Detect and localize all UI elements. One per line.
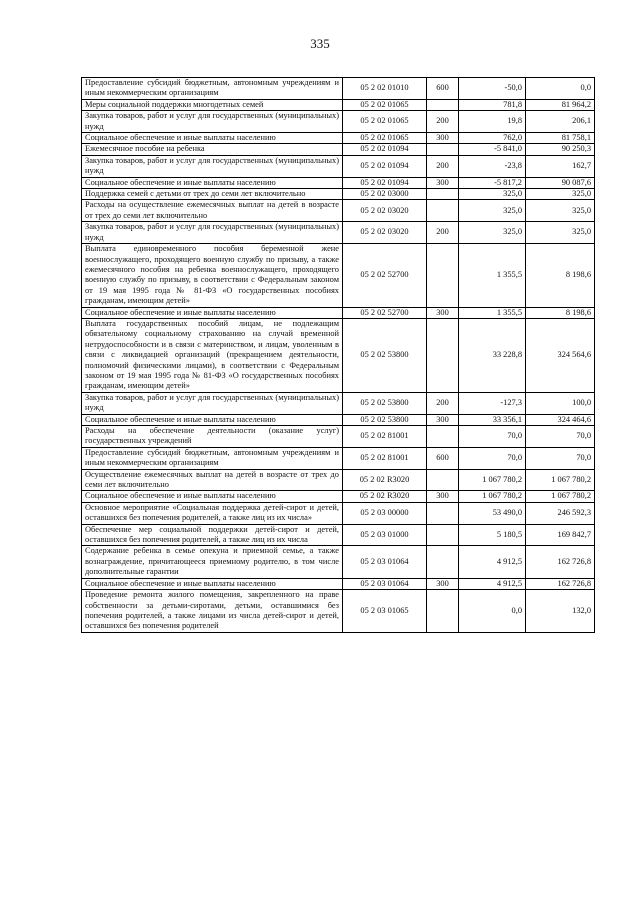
expense-name-cell: Социальное обеспечение и иные выплаты населению <box>82 414 343 425</box>
amount-change-cell: -5 817,2 <box>459 177 526 188</box>
amount-total-cell: 8 198,6 <box>526 307 595 318</box>
amount-total-cell: 169 842,7 <box>526 524 595 546</box>
target-code-cell: 05 2 02 52700 <box>343 244 427 307</box>
table-row <box>82 177 595 188</box>
table-row <box>82 469 595 491</box>
amount-change-cell: 1 355,5 <box>459 244 526 307</box>
target-code-cell: 05 2 02 52700 <box>343 307 427 318</box>
amount-total-cell: 162 726,8 <box>526 546 595 578</box>
table-row <box>82 99 595 110</box>
amount-change-cell: 4 912,5 <box>459 578 526 589</box>
target-code-cell: 05 2 02 03020 <box>343 222 427 244</box>
expense-type-cell <box>427 189 459 200</box>
amount-change-cell: -127,3 <box>459 392 526 414</box>
amount-change-cell: 325,0 <box>459 200 526 222</box>
target-code-cell: 05 2 02 03000 <box>343 189 427 200</box>
amount-change-cell: 70,0 <box>459 426 526 448</box>
expense-name-cell: Обеспечение мер социальной поддержки детей-сирот и детей, оставшихся без попечения родителей, а также лиц из их числа <box>82 524 343 546</box>
expense-name-cell: Поддержка семей с детьми от трех до семи лет включительно <box>82 189 343 200</box>
expense-name-cell: Социальное обеспечение и иные выплаты населению <box>82 307 343 318</box>
amount-total-cell: 1 067 780,2 <box>526 491 595 502</box>
table-row <box>82 414 595 425</box>
target-code-cell: 05 2 02 01065 <box>343 99 427 110</box>
amount-change-cell: 325,0 <box>459 189 526 200</box>
amount-total-cell: 100,0 <box>526 392 595 414</box>
table-row <box>82 546 595 578</box>
target-code-cell: 05 2 03 01064 <box>343 546 427 578</box>
target-code-cell: 05 2 02 81001 <box>343 426 427 448</box>
table-row <box>82 426 595 448</box>
expense-type-cell: 200 <box>427 392 459 414</box>
table-row <box>82 392 595 414</box>
expense-type-cell <box>427 546 459 578</box>
table-row <box>82 244 595 307</box>
amount-total-cell: 325,0 <box>526 200 595 222</box>
expense-name-cell: Расходы на обеспечение деятельности (оказание услуг) государственных учреждений <box>82 426 343 448</box>
amount-total-cell: 132,0 <box>526 590 595 633</box>
expense-type-cell <box>427 502 459 524</box>
amount-change-cell: 33 356,1 <box>459 414 526 425</box>
budget-table <box>81 77 595 633</box>
expense-type-cell: 200 <box>427 222 459 244</box>
expense-type-cell: 300 <box>427 133 459 144</box>
table-row <box>82 78 595 100</box>
target-code-cell: 05 2 02 03020 <box>343 200 427 222</box>
target-code-cell: 05 2 02 01094 <box>343 155 427 177</box>
amount-change-cell: 5 180,5 <box>459 524 526 546</box>
amount-total-cell: 90 087,6 <box>526 177 595 188</box>
table-row <box>82 155 595 177</box>
target-code-cell: 05 2 02 53800 <box>343 318 427 392</box>
amount-change-cell: -5 841,0 <box>459 144 526 155</box>
target-code-cell: 05 2 03 01065 <box>343 590 427 633</box>
table-row <box>82 491 595 502</box>
amount-total-cell: 324 564,6 <box>526 318 595 392</box>
amount-change-cell: -50,0 <box>459 78 526 100</box>
expense-name-cell: Проведение ремонта жилого помещения, закрепленного на праве собственности за детьми-сиротами, детьми, оставшимися без попечения родителей, а также лицами из числа детей-сирот и детей, оставшихся без попечения родителей <box>82 590 343 633</box>
table-row <box>82 111 595 133</box>
expense-type-cell: 200 <box>427 155 459 177</box>
expense-type-cell <box>427 469 459 491</box>
expense-name-cell: Осуществление ежемесячных выплат на детей в возрасте от трех до семи лет включительно <box>82 469 343 491</box>
table-row <box>82 189 595 200</box>
target-code-cell: 05 2 02 53800 <box>343 414 427 425</box>
expense-name-cell: Социальное обеспечение и иные выплаты населению <box>82 491 343 502</box>
target-code-cell: 05 2 03 01000 <box>343 524 427 546</box>
expense-name-cell: Меры социальной поддержки многодетных семей <box>82 99 343 110</box>
table-row <box>82 578 595 589</box>
expense-type-cell: 300 <box>427 578 459 589</box>
amount-change-cell: 53 490,0 <box>459 502 526 524</box>
expense-type-cell: 300 <box>427 414 459 425</box>
target-code-cell: 05 2 02 01065 <box>343 111 427 133</box>
amount-change-cell: 0,0 <box>459 590 526 633</box>
amount-total-cell: 70,0 <box>526 426 595 448</box>
expense-type-cell: 200 <box>427 111 459 133</box>
table-row <box>82 144 595 155</box>
table-row <box>82 318 595 392</box>
amount-total-cell: 162 726,8 <box>526 578 595 589</box>
expense-type-cell: 600 <box>427 447 459 469</box>
amount-total-cell: 90 250,3 <box>526 144 595 155</box>
expense-name-cell: Содержание ребенка в семье опекуна и приемной семье, а также вознаграждение, причитающееся приемному родителю, в том числе дополнительные гарантии <box>82 546 343 578</box>
table-row <box>82 502 595 524</box>
target-code-cell: 05 2 03 00000 <box>343 502 427 524</box>
target-code-cell: 05 2 02 53800 <box>343 392 427 414</box>
amount-change-cell: 1 067 780,2 <box>459 491 526 502</box>
expense-type-cell: 600 <box>427 78 459 100</box>
expense-type-cell <box>427 144 459 155</box>
amount-total-cell: 246 592,3 <box>526 502 595 524</box>
target-code-cell: 05 2 02 01065 <box>343 133 427 144</box>
expense-name-cell: Социальное обеспечение и иные выплаты населению <box>82 133 343 144</box>
amount-total-cell: 0,0 <box>526 78 595 100</box>
expense-name-cell: Предоставление субсидий бюджетным, автономным учреждениям и иным некоммерческим организациям <box>82 447 343 469</box>
expense-name-cell: Выплата государственных пособий лицам, не подлежащим обязательному социальному страхованию на случай временной нетрудоспособности и в связи с материнством, и лицам, уволенным в связи с ликвидацией организаций (прекращением деятельности, полномочий физическими лицами), в соответствии с Федеральным законом от 19 мая 1995 года № 81-ФЗ «О государственных пособиях гражданам, имеющим детей» <box>82 318 343 392</box>
table-row <box>82 590 595 633</box>
table-row <box>82 447 595 469</box>
amount-total-cell: 325,0 <box>526 189 595 200</box>
amount-total-cell: 70,0 <box>526 447 595 469</box>
expense-type-cell: 300 <box>427 177 459 188</box>
amount-change-cell: 19,8 <box>459 111 526 133</box>
expense-type-cell: 300 <box>427 307 459 318</box>
expense-name-cell: Ежемесячное пособие на ребенка <box>82 144 343 155</box>
amount-change-cell: 4 912,5 <box>459 546 526 578</box>
table-row <box>82 222 595 244</box>
amount-change-cell: 762,0 <box>459 133 526 144</box>
amount-total-cell: 8 198,6 <box>526 244 595 307</box>
table-row <box>82 307 595 318</box>
expense-name-cell: Закупка товаров, работ и услуг для государственных (муниципальных) нужд <box>82 222 343 244</box>
expense-name-cell: Закупка товаров, работ и услуг для государственных (муниципальных) нужд <box>82 155 343 177</box>
budget-table-body <box>82 78 595 633</box>
target-code-cell: 05 2 02 01010 <box>343 78 427 100</box>
expense-type-cell <box>427 200 459 222</box>
target-code-cell: 05 2 02 R3020 <box>343 469 427 491</box>
amount-total-cell: 325,0 <box>526 222 595 244</box>
expense-type-cell <box>427 244 459 307</box>
target-code-cell: 05 2 03 01064 <box>343 578 427 589</box>
table-row <box>82 133 595 144</box>
amount-change-cell: -23,8 <box>459 155 526 177</box>
expense-name-cell: Закупка товаров, работ и услуг для государственных (муниципальных) нужд <box>82 111 343 133</box>
expense-type-cell <box>427 524 459 546</box>
amount-total-cell: 81 964,2 <box>526 99 595 110</box>
amount-change-cell: 325,0 <box>459 222 526 244</box>
amount-change-cell: 1 067 780,2 <box>459 469 526 491</box>
amount-total-cell: 1 067 780,2 <box>526 469 595 491</box>
expense-type-cell <box>427 590 459 633</box>
expense-name-cell: Выплата единовременного пособия беременной жене военнослужащего, проходящего военную службу по призыву, а также ежемесячного пособия на ребенка военнослужащего, проходящего военную службу по призыву, в соответствии с Федеральным законом от 19 мая 1995 года № 81-ФЗ «О государственных пособиях гражданам, имеющим детей» <box>82 244 343 307</box>
amount-change-cell: 33 228,8 <box>459 318 526 392</box>
expense-name-cell: Закупка товаров, работ и услуг для государственных (муниципальных) нужд <box>82 392 343 414</box>
expense-type-cell <box>427 318 459 392</box>
amount-change-cell: 781,8 <box>459 99 526 110</box>
expense-name-cell: Основное мероприятие «Социальная поддержка детей-сирот и детей, оставшихся без попечения родителей, а также лиц из их числа» <box>82 502 343 524</box>
target-code-cell: 05 2 02 81001 <box>343 447 427 469</box>
expense-type-cell: 300 <box>427 491 459 502</box>
expense-type-cell <box>427 99 459 110</box>
target-code-cell: 05 2 02 R3020 <box>343 491 427 502</box>
expense-name-cell: Расходы на осуществление ежемесячных выплат на детей в возрасте от трех до семи лет включительно <box>82 200 343 222</box>
amount-change-cell: 1 355,5 <box>459 307 526 318</box>
expense-name-cell: Предоставление субсидий бюджетным, автономным учреждениям и иным некоммерческим организациям <box>82 78 343 100</box>
table-row <box>82 524 595 546</box>
target-code-cell: 05 2 02 01094 <box>343 177 427 188</box>
expense-type-cell <box>427 426 459 448</box>
amount-change-cell: 70,0 <box>459 447 526 469</box>
page-number: 335 <box>310 36 330 51</box>
amount-total-cell: 206,1 <box>526 111 595 133</box>
amount-total-cell: 324 464,6 <box>526 414 595 425</box>
target-code-cell: 05 2 02 01094 <box>343 144 427 155</box>
expense-name-cell: Социальное обеспечение и иные выплаты населению <box>82 177 343 188</box>
table-row <box>82 200 595 222</box>
expense-name-cell: Социальное обеспечение и иные выплаты населению <box>82 578 343 589</box>
amount-total-cell: 162,7 <box>526 155 595 177</box>
amount-total-cell: 81 758,1 <box>526 133 595 144</box>
